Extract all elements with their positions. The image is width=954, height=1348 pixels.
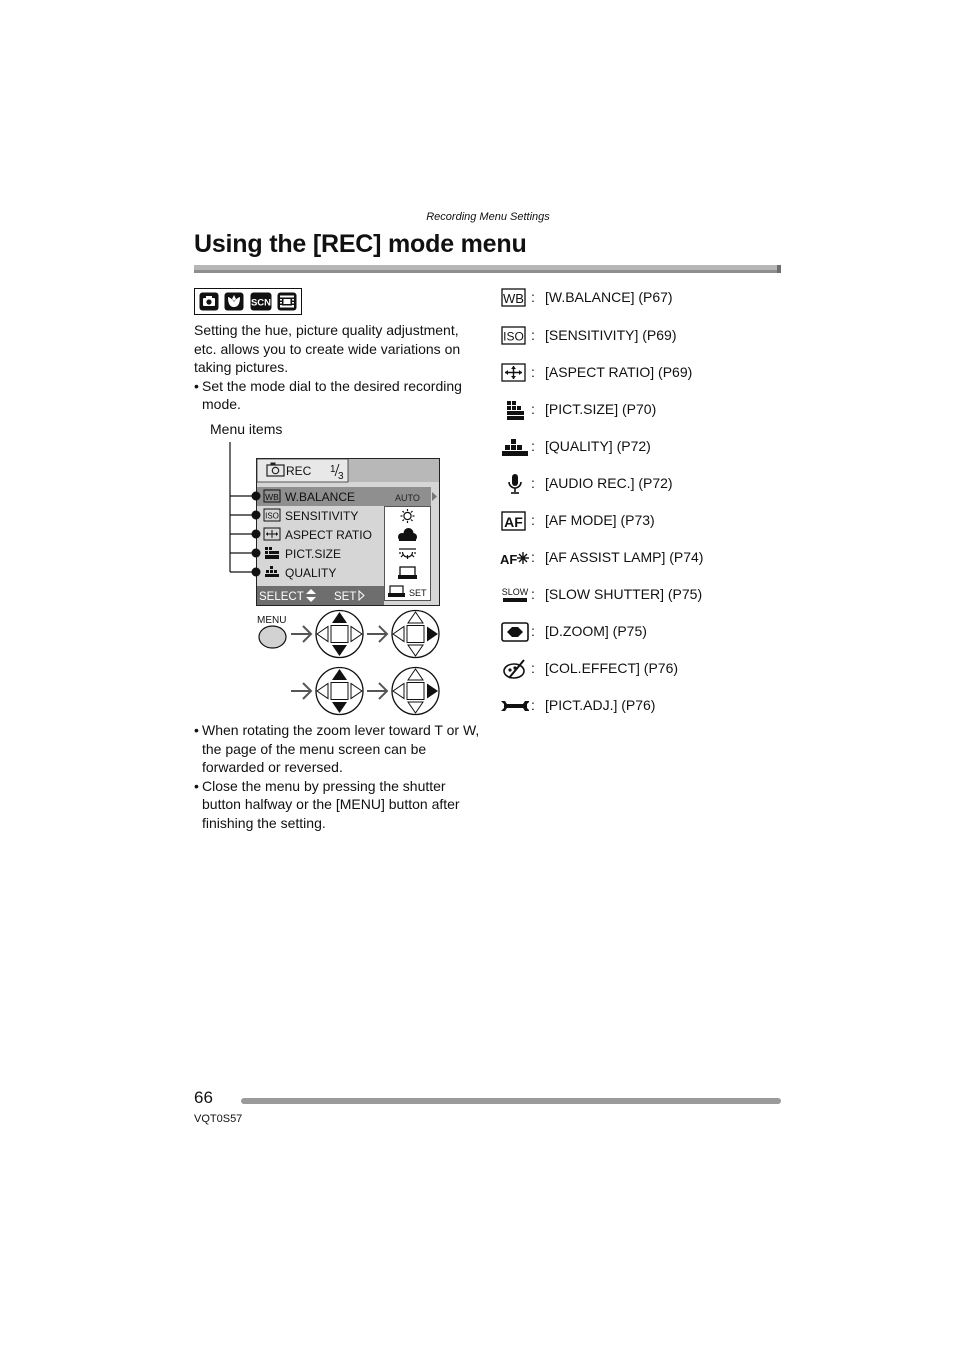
note-item: • Close the menu by pressing the shutter button halfway or the [MENU] button after finishing the setting. [194,777,484,833]
af-assist-lamp-icon [499,546,529,570]
ref-colon: : [531,438,535,454]
lcd-row-label-5: QUALITY [285,566,337,580]
iso-icon [499,324,529,348]
wb-icon [499,286,529,310]
arrow-right-icon [291,683,311,699]
menu-ref-item [497,324,777,348]
menu-ref-item [497,361,777,385]
menu-ref-item [497,398,777,422]
title-rule [194,265,781,273]
cursor-pad-right-icon [392,611,439,658]
lcd-footer-set: SET [334,591,357,603]
menu-ref-item [497,546,777,570]
scene-mode-icon [250,292,270,311]
ref-colon: : [531,512,535,528]
quality-icon [499,435,529,459]
running-head: Recording Menu Settings [426,211,550,223]
menu-ref-item [497,472,777,496]
lcd-selected-value: AUTO [395,493,420,503]
document-code: VQT0S57 [194,1113,243,1125]
intro-text [194,321,484,414]
page-indicator-num: 1 [330,464,336,475]
intro-paragraph: Setting the hue, picture quality adjustment, etc. allows you to create wide variations on taking pictures. [194,322,461,375]
ref-text: [AF ASSIST LAMP] (P74) [545,549,704,565]
ref-colon: : [531,586,535,602]
intro-bullet: • Set the mode dial to the desired recording mode. [194,377,484,414]
ref-colon: : [531,475,535,491]
ref-colon: : [531,289,535,305]
arrow-right-icon [291,626,311,642]
cursor-pad-up-icon [316,611,363,658]
menu-ref-item [497,286,777,310]
slow-shutter-icon [499,583,529,607]
title-rule-end [777,265,781,273]
aspect-ratio-icon [499,361,529,385]
slow-icon-label: SLOW [501,587,529,597]
microphone-icon [499,472,529,496]
pict-size-icon [499,398,529,422]
col-effect-icon [499,657,529,681]
lcd-row-label-1: W.BALANCE [285,490,356,504]
ref-colon: : [531,364,535,380]
ref-colon: : [531,697,535,713]
motion-picture-mode-icon [277,292,297,311]
wrench-icon [499,694,529,718]
menu-ref-item [497,657,777,681]
cursor-pad-up-down-icon [316,668,363,715]
lcd-wb-icon-label: WB [265,492,279,502]
menu-ref-item [497,509,777,533]
ref-text: [AUDIO REC.] (P72) [545,475,673,491]
ref-text: [AF MODE] (P73) [545,512,655,528]
arrow-right-icon [367,683,387,699]
af-assist-icon-label: AF [500,552,518,567]
lcd-wb-icon [264,490,280,502]
lcd-row-label-2: SENSITIVITY [285,509,359,523]
ref-text: [SENSITIVITY] (P69) [545,327,677,343]
ref-text: [COL.EFFECT] (P76) [545,660,679,676]
page-title: Using the [REC] mode menu [194,230,527,258]
ref-colon: : [531,549,535,565]
lcd-footer-select: SELECT [259,591,304,603]
af-mode-icon [499,509,529,533]
ref-text: [W.BALANCE] (P67) [545,289,673,305]
macro-mode-icon [224,292,244,311]
lcd-iso-icon-label: ISO [265,511,279,521]
rec-tab-label: REC [286,464,312,478]
ref-colon: : [531,401,535,417]
wb-icon-label: WB [503,291,524,306]
menu-ref-item [497,435,777,459]
ref-text: [ASPECT RATIO] (P69) [545,364,693,380]
menu-ref-item [497,694,777,718]
notes-list [194,721,484,832]
menu-button-label: MENU [257,615,287,626]
ref-text: [D.ZOOM] (P75) [545,623,647,639]
iso-icon-label: ISO [503,329,524,344]
applicable-modes-box [194,288,302,315]
ref-colon: : [531,623,535,639]
ref-text: [QUALITY] (P72) [545,438,651,454]
af-mode-icon-label: AF [504,514,523,530]
lcd-iso-icon [264,509,280,521]
arrow-right-icon [367,626,387,642]
lcd-row-label-4: PICT.SIZE [285,547,342,561]
footer-rule [241,1098,781,1104]
menu-items-label: Menu items [210,421,283,437]
ref-text: [PICT.ADJ.] (P76) [545,697,656,713]
menu-button [259,626,286,648]
cursor-pad-right-icon [392,668,439,715]
note-item: • When rotating the zoom lever toward T or W, the page of the menu screen can be forwarded or reversed. [194,721,484,777]
scene-mode-label: SCN [250,297,272,309]
ref-text: [PICT.SIZE] (P70) [545,401,657,417]
d-zoom-icon [499,620,529,644]
menu-ref-item [497,583,777,607]
ref-text: [SLOW SHUTTER] (P75) [545,586,703,602]
page-indicator-den: 3 [338,471,344,482]
camera-mode-icon [199,292,219,311]
menu-ref-item [497,620,777,644]
menu-screen-figure [220,440,450,720]
page-number: 66 [194,1088,213,1107]
ref-colon: : [531,660,535,676]
lcd-row-label-3: ASPECT RATIO [285,528,372,542]
popup-set-label: SET [409,588,427,598]
ref-colon: : [531,327,535,343]
